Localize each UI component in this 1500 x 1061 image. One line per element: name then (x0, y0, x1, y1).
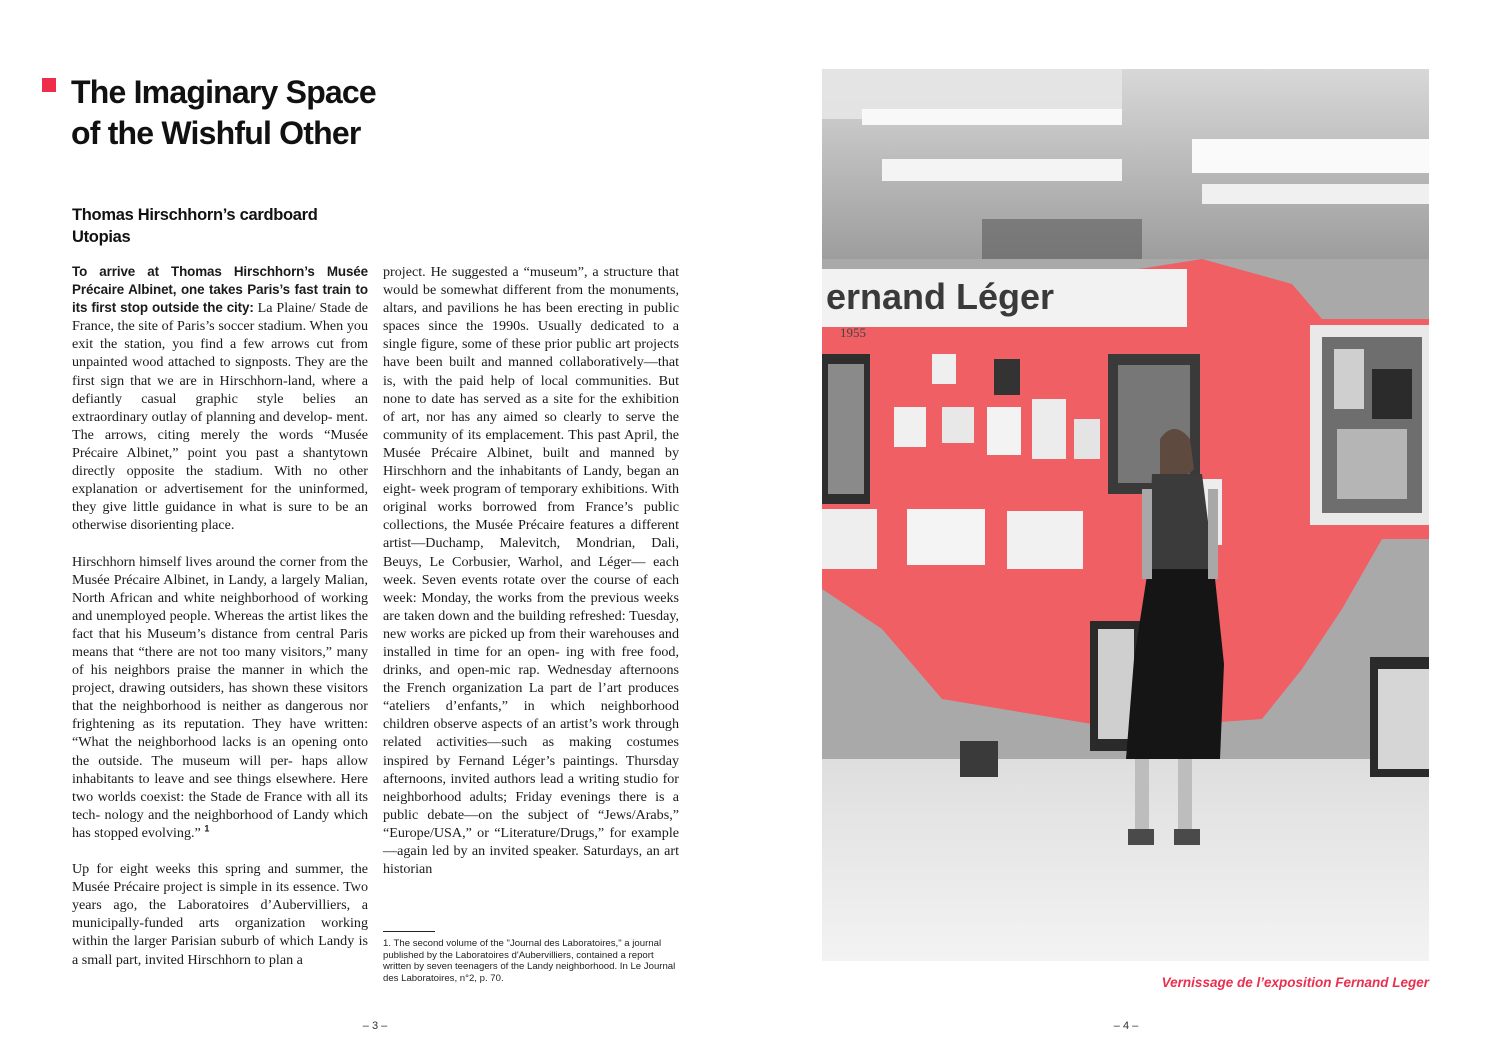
banner-text: ernand Léger (826, 276, 1055, 317)
paragraph-text: Hirschhorn himself lives around the corner from the Musée Précaire Albinet, in Landy, a largely Malian, North African and white neighborhood of working and unemployed people. Whereas the artist likes the fact that his Museum’s distance from central Paris means that “there are not too many visitors,” many of his neighbors praise the manner in which the project, drawing outsiders, has shown these visitors that the neighborhood is neither as dangerous nor frightening as its reputation. They have written: “What the neighborhood lacks is an opening onto the outside. The museum will per- haps allow inhabitants to leave and see things elsewhere. Here two worlds coexist: the Stade de France with all its tech- nology and the neighborhood of Landy which has stopped evolving.” (72, 553, 368, 841)
exhibition-photo (822, 69, 1429, 961)
text-column-2 (383, 263, 679, 896)
document (1074, 419, 1100, 459)
photo-print (994, 359, 1020, 395)
footnote-divider (383, 931, 435, 932)
lead-in: To arrive at Thomas Hirschhorn’s Musée Précaire Albinet, one takes Paris’s fast train to its first stop outside the city: (72, 264, 368, 316)
open-book (1007, 511, 1083, 569)
paragraph (72, 553, 368, 843)
ceiling-light (1202, 184, 1429, 204)
title-marker (42, 78, 56, 92)
article-subtitle: Thomas Hirschhorn’s cardboard Utopias (72, 206, 318, 246)
document (932, 354, 956, 384)
page-number-right: – 4 – (1113, 1020, 1139, 1032)
footnote: 1. The second volume of the "Journal des Laboratoires," a journal published by the Laboratoires d'Aubervilliers, contained a report written by seven teenagers of the Landy neighborhood. In Le Journal des Laboratoires, n°2, p. 70. (383, 938, 676, 984)
exhibition-photo-illustration (822, 69, 1429, 961)
footnote-ref[interactable]: 1 (204, 823, 210, 834)
paragraph: Up for eight weeks this spring and summer, the Musée Précaire project is simple in its essence. Two years ago, the Laboratoires d’Aubervilliers, a municipally-funded arts organization working within the larger Parisian suburb of which Landy is a small part, invited Hirschhorn to plan a (72, 861, 368, 968)
document (1032, 399, 1066, 459)
ceiling-light (882, 159, 1122, 181)
document (942, 407, 974, 443)
banner-year: 1955 (840, 325, 866, 340)
paragraph: project. He suggested a “museum”, a structure that would be somewhat different from the monuments, altars, and pavilions he has been erecting in public spaces since the 1990s. Usually dedicated to a single figure, some of these prior public art projects have been built and manned collaboratively—that is, with the paid help of local communities. But none to date has served as a site for the exhibition of art, nor has any aimed so clearly to serve the community of its emplacement. This past April, the Musée Précaire Albinet, built and manned by Hirschhorn and the inhabitants of Landy, began an eight- week program of temporary exhibitions. With original works borrowed from France’s public collections, the Musée Précaire features a different artist—Duchamp, Malevitch, Mondrian, Dali, Beuys, Le Corbusier, Warhol, and Léger— each week. Seven events rotate over the course of each week: Monday, the works from the previous weeks are taken down and the building refreshed: Tuesday, new works are picked up from their warehouses and installed in time for an open- ing with free food, drinks, and open-mic rap. Wednesday afternoons the French organization La part de l’art produces “ateliers d’enfants,” in which neighborhood children observe aspects of an artist’s work through related activities—such as making costumes inspired by Fernand Léger’s paintings. Thursday afternoons, invited authors lead a writing studio for neighborhood adults; Friday evenings there is a public debate—on the subject of “Jews/Arabs,” “Europe/USA,” or “Literature/Drugs,” for example—again led by an invited speaker. Saturdays, an art historian (383, 264, 679, 878)
floor (822, 759, 1429, 961)
text-column-1 (72, 263, 368, 987)
page-number-left: – 3 – (362, 1020, 388, 1032)
paragraph-text: La Plaine/ Stade de France, the site of Paris’s soccer stadium. When you exit the station, you find a few arrows cut from unpainted wood attached to signposts. They are the first sign that we are in Hirschhorn-land, where a defiantly casual graphic style belies an extraordinary outlay of planning and develop- ment. The arrows, citing merely the words “Musée Précaire Albinet,” point you past a shantytown directly opposite the stadium. With no other explanation or advertisement for the uninformed, they give little guidance in what is sure to be an otherwise disorienting place. (72, 300, 369, 534)
ceiling-light (862, 109, 1122, 125)
document (894, 407, 926, 447)
wall-box (960, 741, 998, 777)
paragraph (72, 263, 368, 534)
photo-caption: Vernissage de l’exposition Fernand Leger (1161, 975, 1429, 990)
document (987, 407, 1021, 455)
article-title: The Imaginary Space of the Wishful Other (71, 74, 376, 151)
open-book (907, 509, 985, 565)
ceiling-light (1192, 139, 1429, 173)
